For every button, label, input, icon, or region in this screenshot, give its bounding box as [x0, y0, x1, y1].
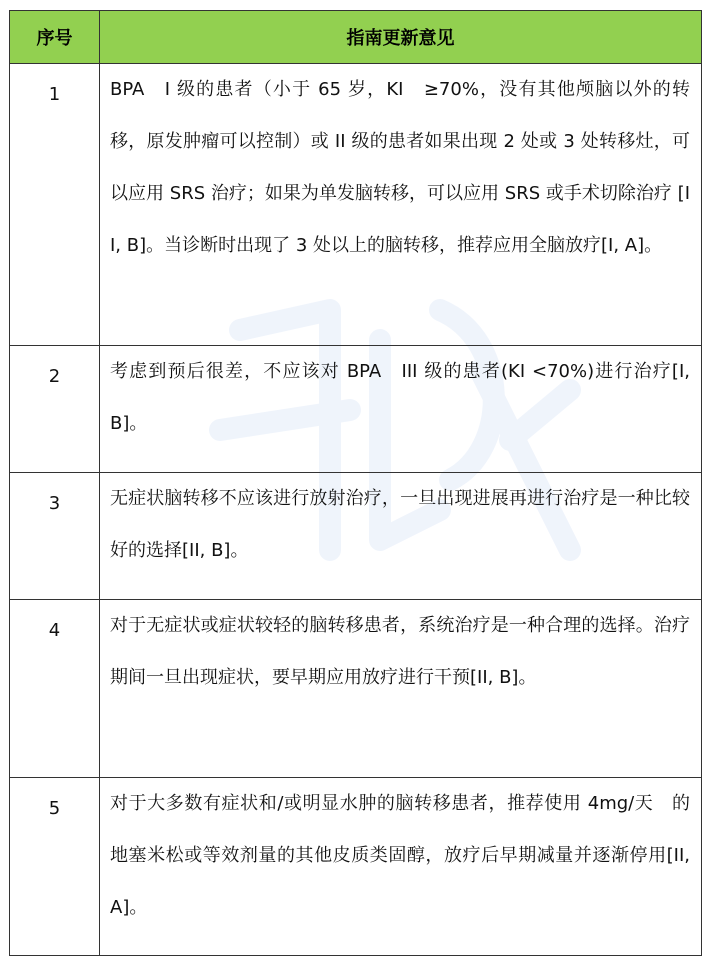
- header-opinion: 指南更新意见: [100, 11, 702, 64]
- row-number: 2: [10, 346, 100, 473]
- table-row: [10, 600, 702, 778]
- row-opinion: BPA I 级的患者（小于 65 岁，KI ≥70%，没有其他颅脑以外的转移，原发肿瘤可以控制）或 II 级的患者如果出现 2 处或 3 处转移灶，可以应用 SRS 治疗；如果为单发脑转移，可以应用 SRS 或手术切除治疗 [II, B]。当诊断时出现了 3 处以上的脑转移，推荐应用全脑放疗[I, A]。: [100, 64, 702, 346]
- table-header-row: [10, 11, 702, 64]
- row-number: 4: [10, 600, 100, 778]
- row-number: 5: [10, 778, 100, 956]
- table-row: [10, 778, 702, 956]
- row-opinion: 对于大多数有症状和/或明显水肿的脑转移患者，推荐使用 4mg/天 的地塞米松或等效剂量的其他皮质类固醇，放疗后早期减量并逐渐停用[II, A]。: [100, 778, 702, 956]
- row-opinion: 无症状脑转移不应该进行放射治疗，一旦出现进展再进行治疗是一种比较好的选择[II, B]。: [100, 473, 702, 600]
- guideline-update-table: [9, 10, 702, 956]
- row-opinion: 考虑到预后很差，不应该对 BPA III 级的患者(KI <70%)进行治疗[I, B]。: [100, 346, 702, 473]
- table-row: [10, 473, 702, 600]
- row-number: 3: [10, 473, 100, 600]
- row-opinion: 对于无症状或症状较轻的脑转移患者，系统治疗是一种合理的选择。治疗期间一旦出现症状，要早期应用放疗进行干预[II, B]。: [100, 600, 702, 778]
- table-row: [10, 64, 702, 346]
- header-number: 序号: [10, 11, 100, 64]
- table-row: [10, 346, 702, 473]
- row-number: 1: [10, 64, 100, 346]
